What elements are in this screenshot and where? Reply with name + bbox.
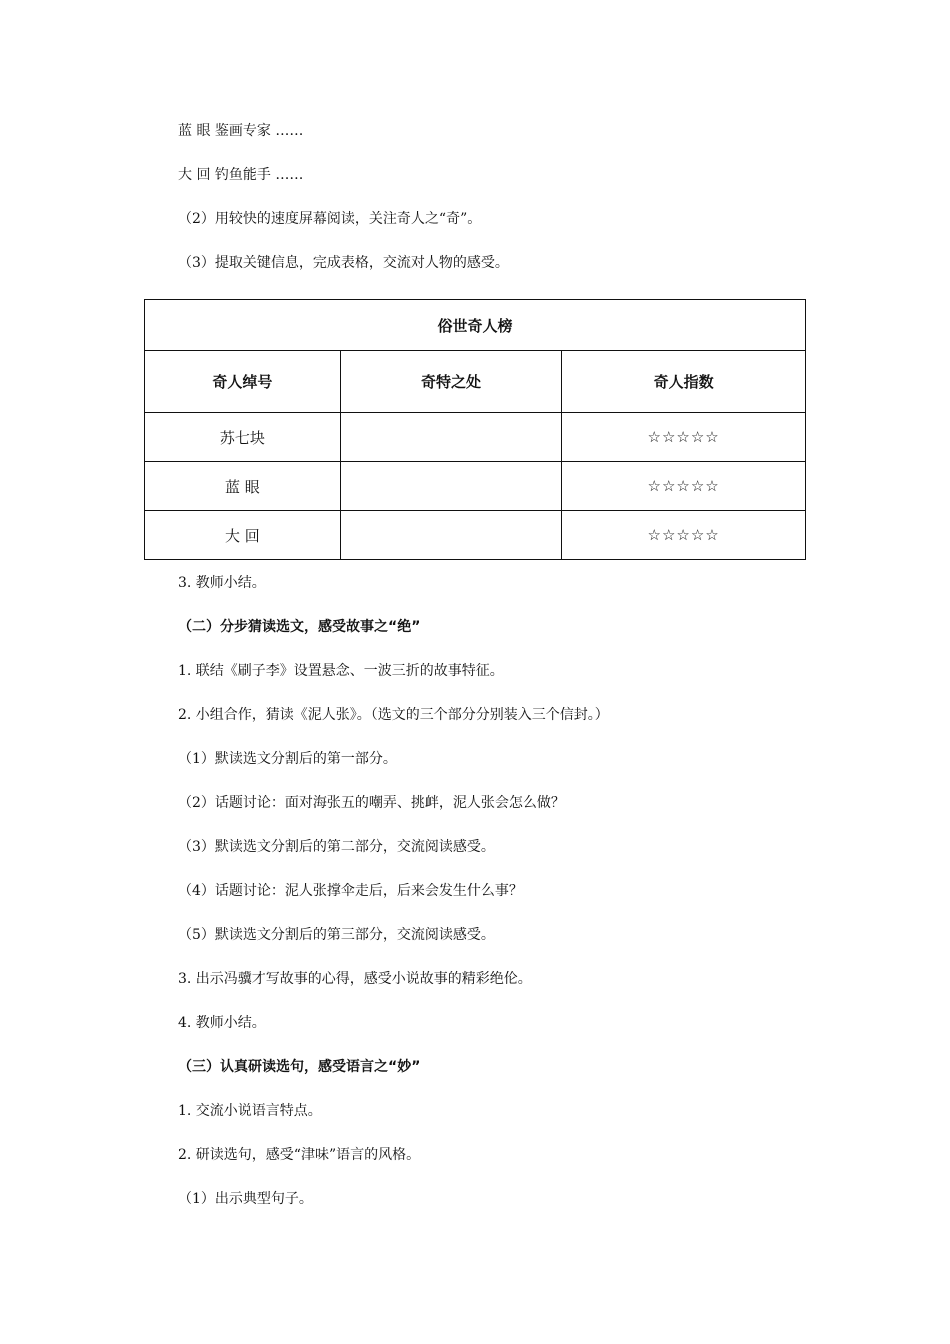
characters-table	[144, 299, 806, 560]
line-item-1: 1. 联结《刷子李》设置悬念、一波三折的故事特征。	[178, 663, 504, 679]
header-feature: 奇特之处	[340, 351, 562, 413]
line-item-4: 4. 教师小结。	[178, 1015, 266, 1031]
star-rating: ☆☆☆☆☆	[562, 462, 806, 511]
table-title: 俗世奇人榜	[145, 300, 806, 351]
line-da-hui: 大 回 钓鱼能手 ……	[178, 167, 304, 183]
line-lan-yan: 蓝 眼 鉴画专家 ……	[178, 123, 304, 139]
line-step-3: （3）提取关键信息，完成表格，交流对人物的感受。	[178, 255, 509, 271]
table-row	[145, 511, 806, 560]
cell-name: 苏七块	[145, 413, 341, 462]
line-sub-4: （4）话题讨论：泥人张撑伞走后，后来会发生什么事？	[178, 883, 523, 899]
section-heading-3: （三）认真研读选句，感受语言之“妙”	[178, 1059, 421, 1075]
line-sub-5: （5）默读选文分割后的第三部分，交流阅读感受。	[178, 927, 495, 943]
star-rating: ☆☆☆☆☆	[562, 511, 806, 560]
header-nickname: 奇人绰号	[145, 351, 341, 413]
cell-feature	[340, 462, 562, 511]
line-sub-6: （1）出示典型句子。	[178, 1191, 313, 1207]
section-heading-2: （二）分步猜读选文，感受故事之“绝”	[178, 619, 421, 635]
table-row	[145, 462, 806, 511]
line-item-5: 1. 交流小说语言特点。	[178, 1103, 322, 1119]
cell-name: 大 回	[145, 511, 341, 560]
header-index: 奇人指数	[562, 351, 806, 413]
line-sub-2: （2）话题讨论：面对海张五的嘲弄、挑衅，泥人张会怎么做？	[178, 795, 565, 811]
cell-feature	[340, 413, 562, 462]
line-sub-3: （3）默读选文分割后的第二部分，交流阅读感受。	[178, 839, 495, 855]
line-item-6: 2. 研读选句，感受“津味”语言的风格。	[178, 1147, 421, 1163]
line-sub-1: （1）默读选文分割后的第一部分。	[178, 751, 397, 767]
star-rating: ☆☆☆☆☆	[562, 413, 806, 462]
line-item-3: 3. 出示冯骥才写故事的心得，感受小说故事的精彩绝伦。	[178, 971, 532, 987]
table-row	[145, 413, 806, 462]
line-step-2: （2）用较快的速度屏幕阅读，关注奇人之“奇”。	[178, 211, 482, 227]
cell-name: 蓝 眼	[145, 462, 341, 511]
line-summary-1: 3. 教师小结。	[178, 575, 266, 591]
line-item-2: 2. 小组合作，猜读《泥人张》。（选文的三个部分分别装入三个信封。）	[178, 707, 609, 723]
cell-feature	[340, 511, 562, 560]
